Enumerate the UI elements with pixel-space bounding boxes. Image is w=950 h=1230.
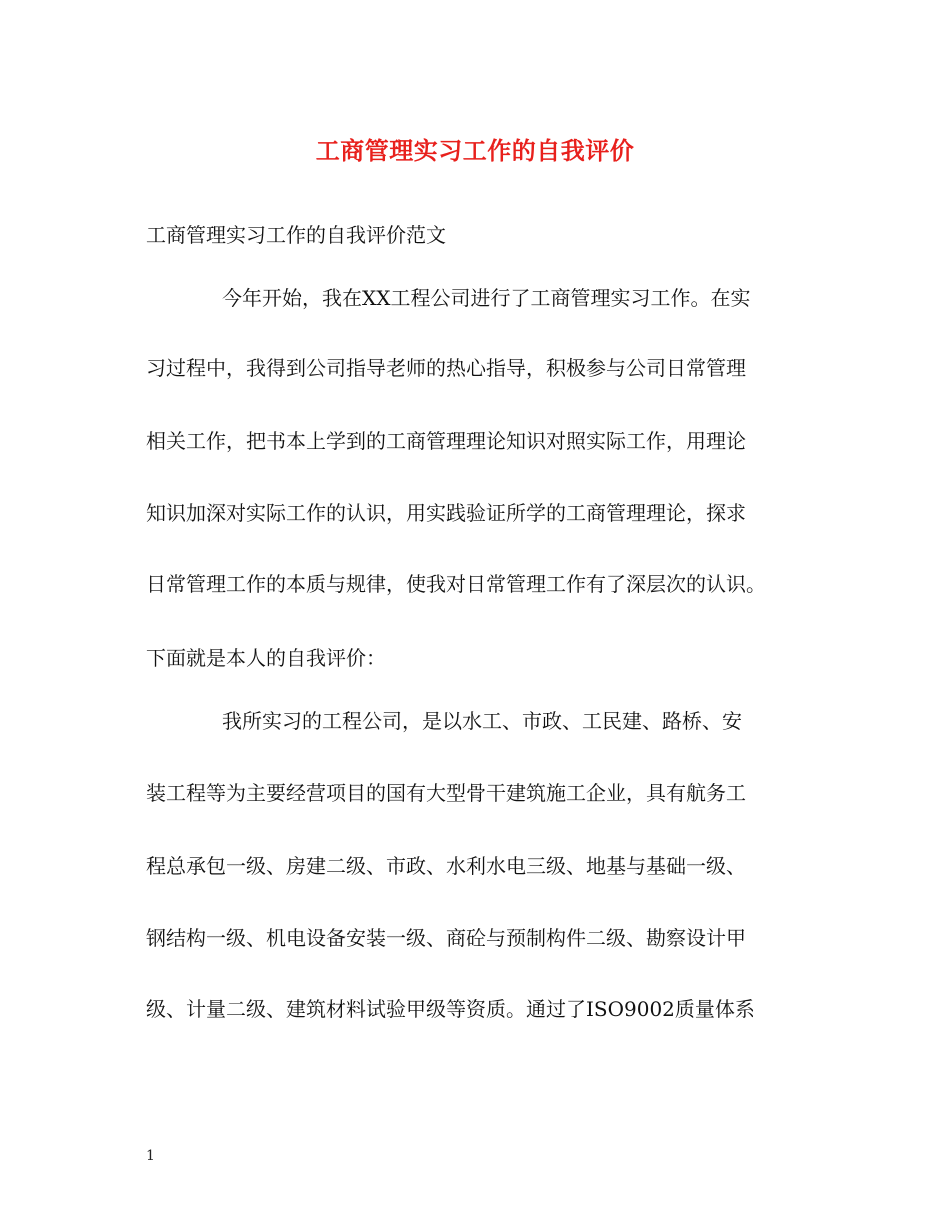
paragraph-line: 今年开始，我在XX工程公司进行了工商管理实习工作。在实: [222, 286, 751, 310]
page-number: 1: [146, 1148, 155, 1164]
paragraph-line: 下面就是本人的自我评价：: [146, 646, 386, 670]
document-subtitle: 工商管理实习工作的自我评价范文: [146, 223, 446, 247]
document-title: 工商管理实习工作的自我评价: [315, 136, 635, 165]
paragraph-line: 相关工作，把书本上学到的工商管理理论知识对照实际工作，用理论: [146, 429, 746, 453]
paragraph-line: 钢结构一级、机电设备安装一级、商砼与预制构件二级、勘察设计甲: [146, 926, 746, 950]
paragraph-line: 级、计量二级、建筑材料试验甲级等资质。通过了ISO9002质量体系: [146, 997, 755, 1021]
paragraph-line: 日常管理工作的本质与规律，使我对日常管理工作有了深层次的认识。: [146, 572, 766, 596]
paragraph-line: 习过程中，我得到公司指导老师的热心指导，积极参与公司日常管理: [146, 356, 746, 380]
paragraph-line: 知识加深对实际工作的认识，用实践验证所学的工商管理理论，探求: [146, 501, 746, 525]
paragraph-line: 装工程等为主要经营项目的国有大型骨干建筑施工企业，具有航务工: [146, 781, 746, 805]
paragraph-line: 我所实习的工程公司，是以水工、市政、工民建、路桥、安: [222, 709, 742, 733]
paragraph-line: 程总承包一级、房建二级、市政、水利水电三级、地基与基础一级、: [146, 854, 746, 878]
